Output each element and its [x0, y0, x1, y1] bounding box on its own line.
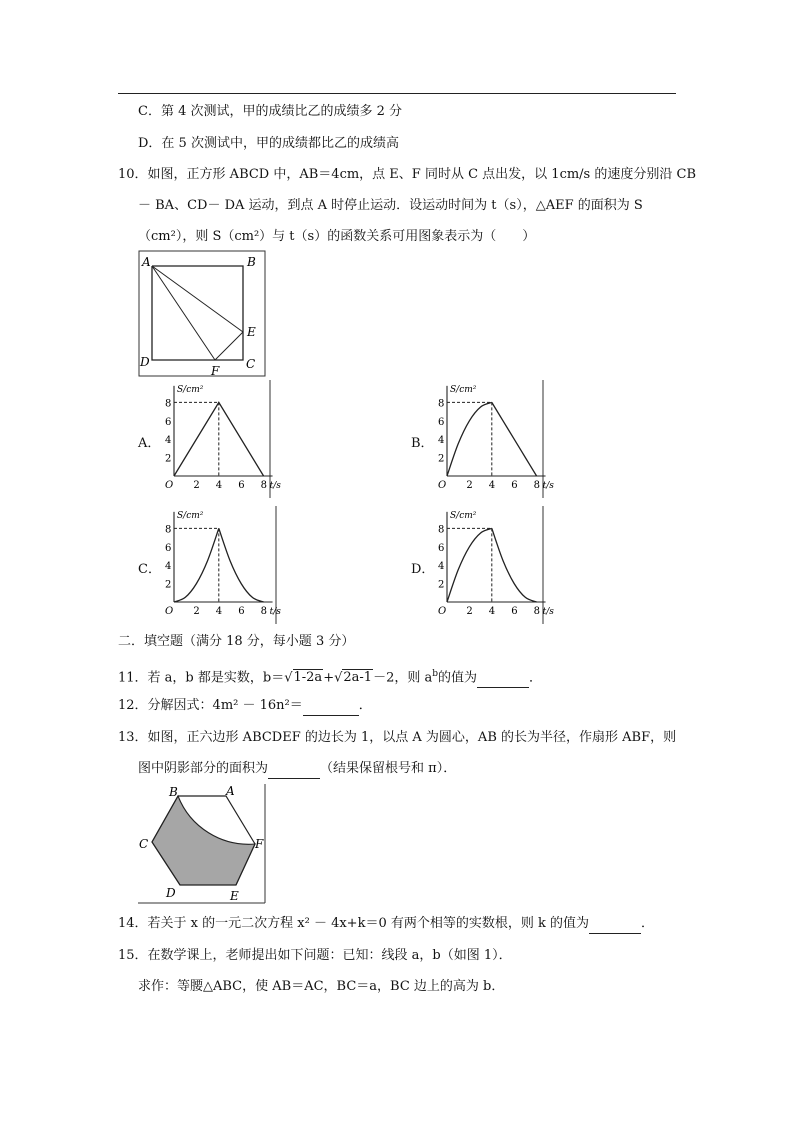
q14-body: 14．若关于 x 的一元二次方程 x² － 4x+k＝0 有两个相等的实数根，则 k 的值为	[118, 916, 589, 931]
y-tick-label: 8	[438, 524, 445, 536]
q13-line2	[138, 760, 456, 779]
q13-line1: 13．如图，正六边形 ABCDEF 的边长为 1，以点 A 为圆心，AB 的长为半径，作扇形 ABF，则	[118, 730, 677, 745]
graph-option-d	[433, 506, 554, 624]
segment-af	[152, 266, 215, 360]
q14-end: ．	[641, 916, 655, 931]
q12-end: ．	[358, 698, 372, 713]
q11-answer-blank[interactable]	[477, 669, 529, 688]
x-tick-label: 6	[238, 606, 245, 617]
y-tick-label: 6	[438, 416, 445, 428]
x-tick-label: 2	[466, 606, 473, 617]
q10-line1: 10．如图，正方形 ABCD 中，AB＝4cm，点 E、F 同时从 C 点出发，以 1cm/s 的速度分别沿 CB	[118, 167, 696, 182]
section-2-title: 二．填空题（满分 18 分，每小题 3 分）	[118, 634, 355, 649]
x-tick-label: 8	[260, 480, 267, 491]
q11-plus: +	[323, 670, 335, 686]
q13-answer-blank[interactable]	[268, 760, 320, 779]
graph-option-b	[433, 380, 554, 498]
option-b-label: B．	[411, 436, 434, 451]
x-tick-label: 6	[238, 480, 245, 491]
q11-end: ．	[529, 670, 543, 686]
label-e: E	[247, 325, 256, 339]
y-axis-label: S/cm²	[450, 384, 477, 395]
hexagon-figure	[138, 784, 268, 904]
q11-prefix: 11．若 a，b 都是实数，b＝	[118, 670, 285, 686]
segment-ae	[152, 266, 243, 332]
y-tick-label: 4	[165, 561, 172, 573]
q13-line2-start: 图中阴影部分的面积为	[138, 761, 269, 776]
hex-label-e: E	[230, 889, 239, 903]
y-axis-label: S/cm²	[450, 510, 477, 521]
q11-tail: 的值为	[438, 670, 478, 686]
segment-ef	[215, 332, 243, 360]
origin-label: O	[438, 606, 447, 617]
hex-label-c: C	[139, 837, 149, 851]
x-tick-label: 2	[466, 480, 473, 491]
q11-radicand-2: 2a-1	[343, 670, 373, 686]
y-tick-label: 6	[165, 542, 172, 554]
x-tick-label: 2	[193, 480, 200, 491]
label-c: C	[246, 357, 256, 371]
q11-sup: b	[432, 669, 438, 679]
origin-label: O	[438, 480, 447, 491]
header-rule	[118, 93, 676, 94]
y-tick-label: 4	[165, 435, 172, 447]
y-tick-label: 6	[165, 416, 172, 428]
y-tick-label: 2	[438, 579, 445, 591]
q11-radicand-1: 1-2a	[293, 670, 323, 686]
square-figure	[138, 250, 268, 378]
q14-text	[118, 915, 654, 934]
q12-text	[118, 697, 372, 716]
x-tick-label: 2	[193, 606, 200, 617]
x-tick-label: 8	[260, 606, 267, 617]
q9-option-d: D．在 5 次测试中，甲的成绩都比乙的成绩高	[138, 136, 399, 151]
q11-suffix: －2，则 a	[373, 670, 433, 686]
graph-option-c	[160, 506, 281, 624]
option-a-label: A．	[138, 436, 161, 451]
q15-line2: 求作：等腰△ABC，使 AB＝AC，BC＝a，BC 边上的高为 b．	[138, 979, 505, 994]
q13-line2-end: （结果保留根号和 π）．	[320, 761, 457, 776]
x-axis-label: t/s	[542, 607, 554, 617]
label-f: F	[211, 364, 220, 378]
x-axis-label: t/s	[269, 607, 281, 617]
q9-option-c: C．第 4 次测试，甲的成绩比乙的成绩多 2 分	[138, 104, 403, 119]
q11-text: 11．若 a，b 都是实数，b＝√1-2a+√2a-1－2，则 $a^b$的值为 ．	[118, 665, 542, 688]
x-axis-label: t/s	[542, 481, 554, 491]
y-axis-label: S/cm²	[177, 510, 204, 521]
hex-label-d: D	[166, 886, 176, 900]
y-tick-label: 2	[165, 453, 172, 465]
option-d-label: D．	[411, 562, 435, 577]
x-axis-label: t/s	[269, 481, 281, 491]
x-tick-label: 6	[511, 480, 518, 491]
q15-line1: 15．在数学课上，老师提出如下问题：已知：线段 a，b（如图 1）．	[118, 948, 512, 963]
hex-label-a: A	[226, 784, 235, 798]
shaded-region	[152, 796, 255, 885]
y-tick-label: 2	[438, 453, 445, 465]
y-tick-label: 2	[165, 579, 172, 591]
label-b: B	[247, 255, 256, 269]
hex-label-b: B	[169, 785, 178, 799]
y-tick-label: 8	[165, 524, 172, 536]
y-tick-label: 6	[438, 542, 445, 554]
q12-body: 12．分解因式：4m² － 16n²＝	[118, 698, 303, 713]
origin-label: O	[165, 480, 174, 491]
graph-option-a	[160, 380, 281, 498]
x-tick-label: 6	[511, 606, 518, 617]
y-tick-label: 8	[438, 398, 445, 410]
q10-line3: （cm²），则 S（cm²）与 t（s）的函数关系可用图象表示为（ ）	[138, 229, 536, 244]
y-tick-label: 8	[165, 398, 172, 410]
x-tick-label: 8	[533, 606, 540, 617]
y-tick-label: 4	[438, 561, 445, 573]
q12-answer-blank[interactable]	[303, 697, 359, 716]
option-c-label: C．	[138, 562, 161, 577]
y-tick-label: 4	[438, 435, 445, 447]
x-tick-label: 4	[215, 480, 223, 491]
x-tick-label: 4	[488, 606, 496, 617]
x-tick-label: 4	[215, 606, 223, 617]
hex-label-f: F	[255, 837, 264, 851]
label-a: A	[142, 255, 151, 269]
origin-label: O	[165, 606, 174, 617]
y-axis-label: S/cm²	[177, 384, 204, 395]
label-d: D	[140, 355, 150, 369]
q10-line2: － BA、CD－ DA 运动，到点 A 时停止运动．设运动时间为 t（s），△AEF 的面积为 S	[138, 198, 643, 213]
q14-answer-blank[interactable]	[589, 915, 641, 934]
x-tick-label: 4	[488, 480, 496, 491]
x-tick-label: 8	[533, 480, 540, 491]
